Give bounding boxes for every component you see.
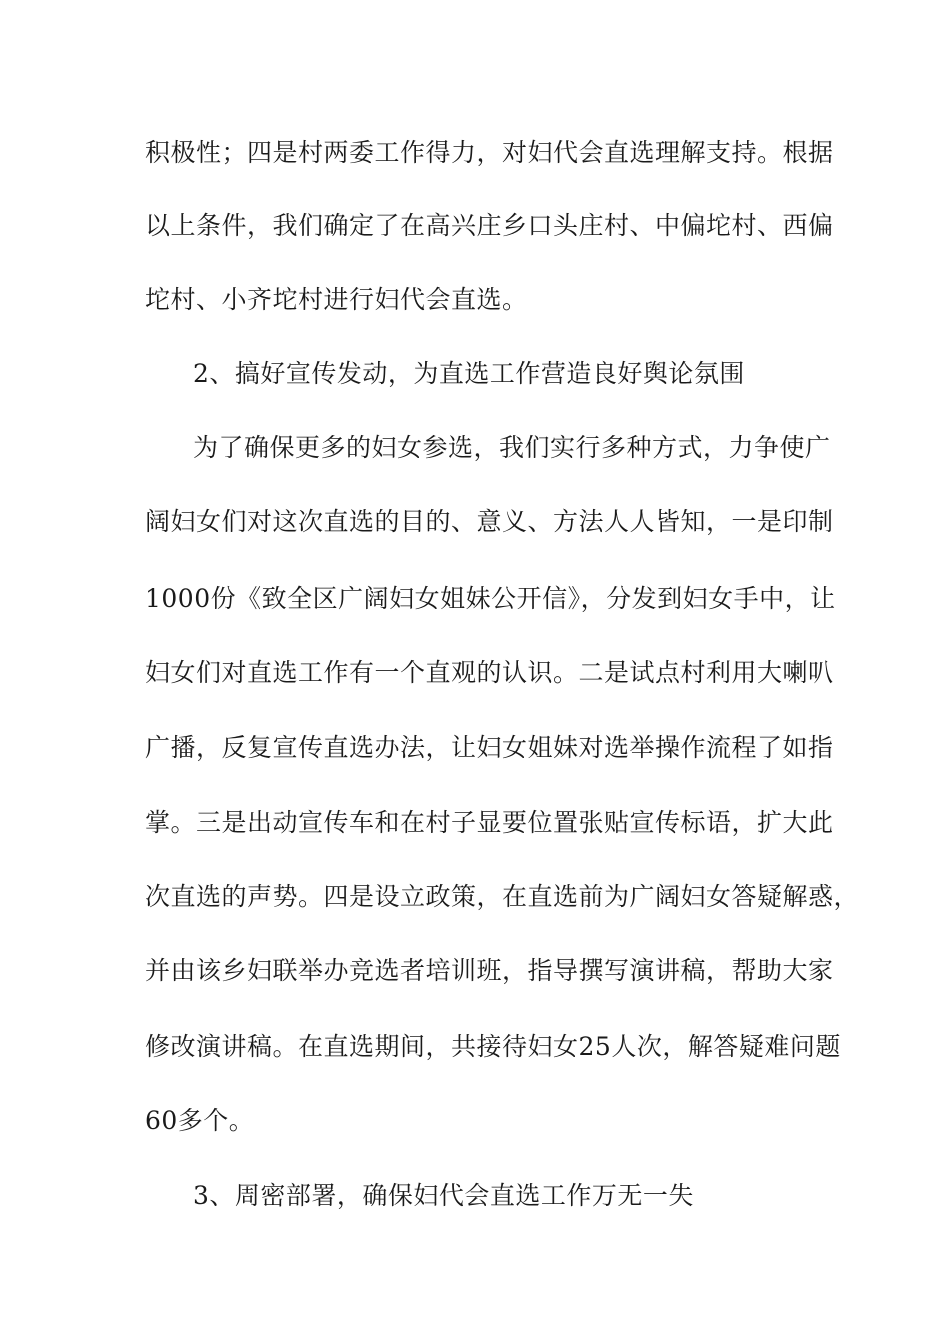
paragraph-line: 修改演讲稿。在直选期间，共接待妇女25人次，解答疑难问题 xyxy=(145,1032,841,1061)
paragraph-line: 1000份《致全区广阔妇女姐妹公开信》，分发到妇女手中，让 xyxy=(145,584,836,613)
section-heading: 3、周密部署，确保妇代会直选工作万无一失 xyxy=(193,1181,694,1210)
paragraph-line: 并由该乡妇联举办竞选者培训班，指导撰写演讲稿，帮助大家 xyxy=(145,956,834,985)
paragraph-line: 掌。三是出动宣传车和在村子显要位置张贴宣传标语，扩大此 xyxy=(145,808,834,837)
paragraph-line: 以上条件，我们确定了在高兴庄乡口头庄村、中偏坨村、西偏 xyxy=(145,211,834,240)
paragraph-line: 广播，反复宣传直选办法，让妇女姐妹对选举操作流程了如指 xyxy=(145,733,834,762)
section-heading: 2、搞好宣传发动，为直选工作营造良好舆论氛围 xyxy=(193,359,745,388)
paragraph-line: 坨村、小齐坨村进行妇代会直选。 xyxy=(145,285,528,314)
paragraph-line: 为了确保更多的妇女参选，我们实行多种方式，力争使广 xyxy=(193,433,831,462)
paragraph-line: 妇女们对直选工作有一个直观的认识。二是试点村利用大喇叭 xyxy=(145,658,834,687)
paragraph-line: 积极性；四是村两委工作得力，对妇代会直选理解支持。根据 xyxy=(145,138,834,167)
paragraph-line: 次直选的声势。四是设立政策，在直选前为广阔妇女答疑解惑， xyxy=(145,882,860,911)
paragraph-line: 阔妇女们对这次直选的目的、意义、方法人人皆知，一是印制 xyxy=(145,507,834,536)
paragraph-line: 60多个。 xyxy=(145,1106,255,1135)
